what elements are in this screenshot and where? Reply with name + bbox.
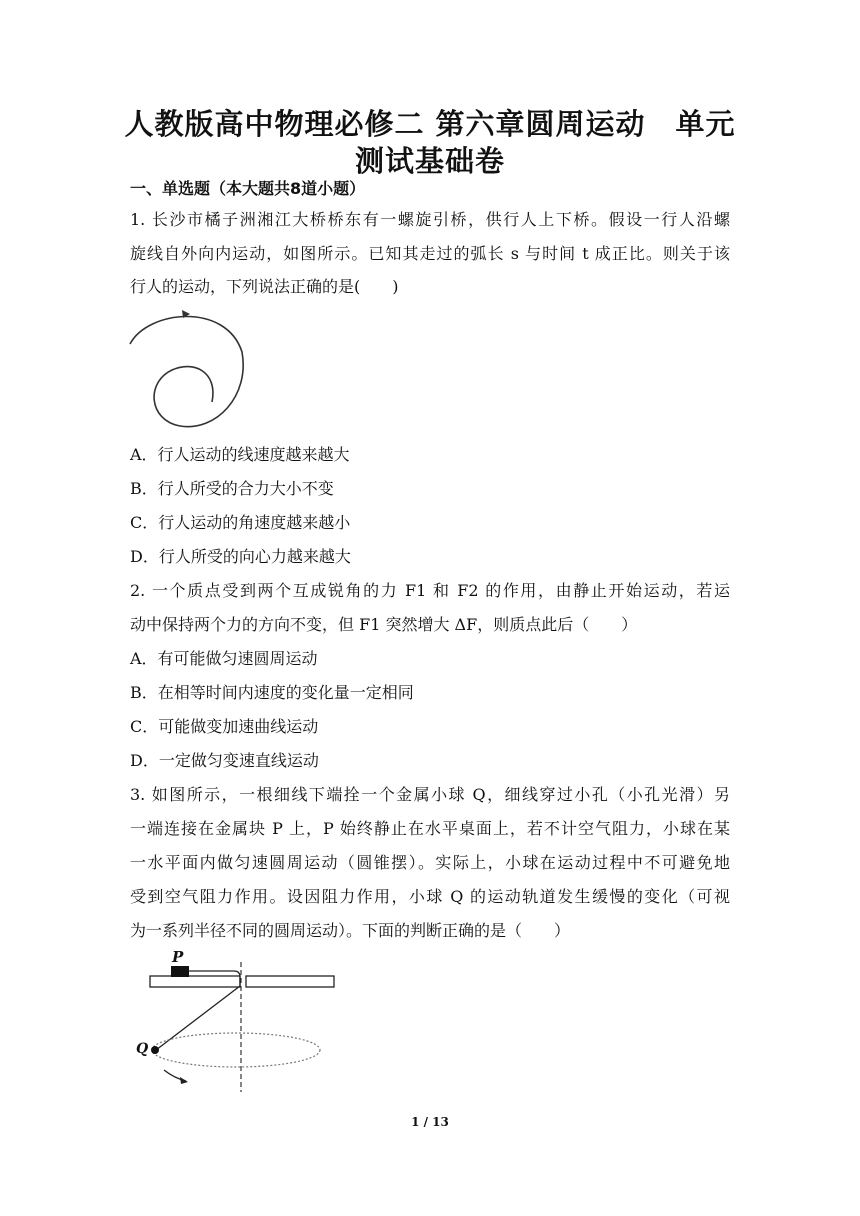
q3-stem-line-5: 为一系列半径不同的圆周运动）。下面的判断正确的是（ ） [130,921,571,940]
q2-option-a: A．有可能做匀速圆周运动 [130,649,318,668]
ball-q [151,1046,159,1054]
q2-option-b: B．在相等时间内速度的变化量一定相同 [130,683,414,702]
q1-stem-line-2: 旋线自外向内运动，如图所示。已知其走过的弧长 s 与时间 t 成正比。则关于该 [130,244,730,263]
q1-stem-line-1: 1. 长沙市橘子洲湘江大桥桥东有一螺旋引桥，供行人上下桥。假设一行人沿螺 [130,210,730,229]
q1-option-b: B．行人所受的合力大小不变 [130,479,334,498]
q1-option-a: A．行人运动的线速度越来越大 [130,445,350,464]
q3-stem-line-4: 受到空气阻力作用。设因阻力作用，小球 Q 的运动轨道发生缓慢的变化（可视 [130,887,730,906]
q1-option-d: D．行人所受的向心力越来越大 [130,547,351,566]
q2-option-c: C．可能做变加速曲线运动 [130,717,319,736]
q2-stem-line-1: 2. 一个质点受到两个互成锐角的力 F1 和 F2 的作用，由静止开始运动，若运 [130,581,730,600]
section-heading: 一、单选题（本大题共8道小题） [130,179,366,198]
q3-stem-line-3: 一水平面内做匀速圆周运动（圆锥摆）。实际上，小球在运动过程中不可避免地 [130,853,730,872]
table-left-slab [150,976,240,987]
label-p: P [172,948,184,966]
document-title-line-2: 测试基础卷 [354,144,505,178]
q1-stem-line-3: 行人的运动，下列说法正确的是( ) [130,277,399,296]
q2-option-d: D．一定做匀变速直线运动 [130,751,319,770]
table-right-slab [246,976,334,987]
q3-stem-line-1: 3. 如图所示，一根细线下端拴一个金属小球 Q，细线穿过小孔（小孔光滑）另 [130,785,730,804]
q3-stem-line-2: 一端连接在金属块 P 上，P 始终静止在水平桌面上，若不计空气阻力，小球在某 [130,819,730,838]
motion-arrow-head [180,1077,188,1084]
label-q: Q [136,1041,149,1057]
conical-pendulum-figure [134,946,344,1096]
spiral-bridge-figure [128,308,250,430]
document-title-line-1: 人教版高中物理必修二 第六章圆周运动 单元 [124,107,736,141]
orbit-ellipse [152,1033,320,1067]
q2-stem-line-2: 动中保持两个力的方向不变，但 F1 突然增大 ΔF，则质点此后（ ） [130,615,638,634]
q1-option-c: C．行人运动的角速度越来越小 [130,513,351,532]
page-number: 1 / 13 [411,1115,449,1129]
block-p [171,966,189,977]
spiral-path [130,317,243,427]
